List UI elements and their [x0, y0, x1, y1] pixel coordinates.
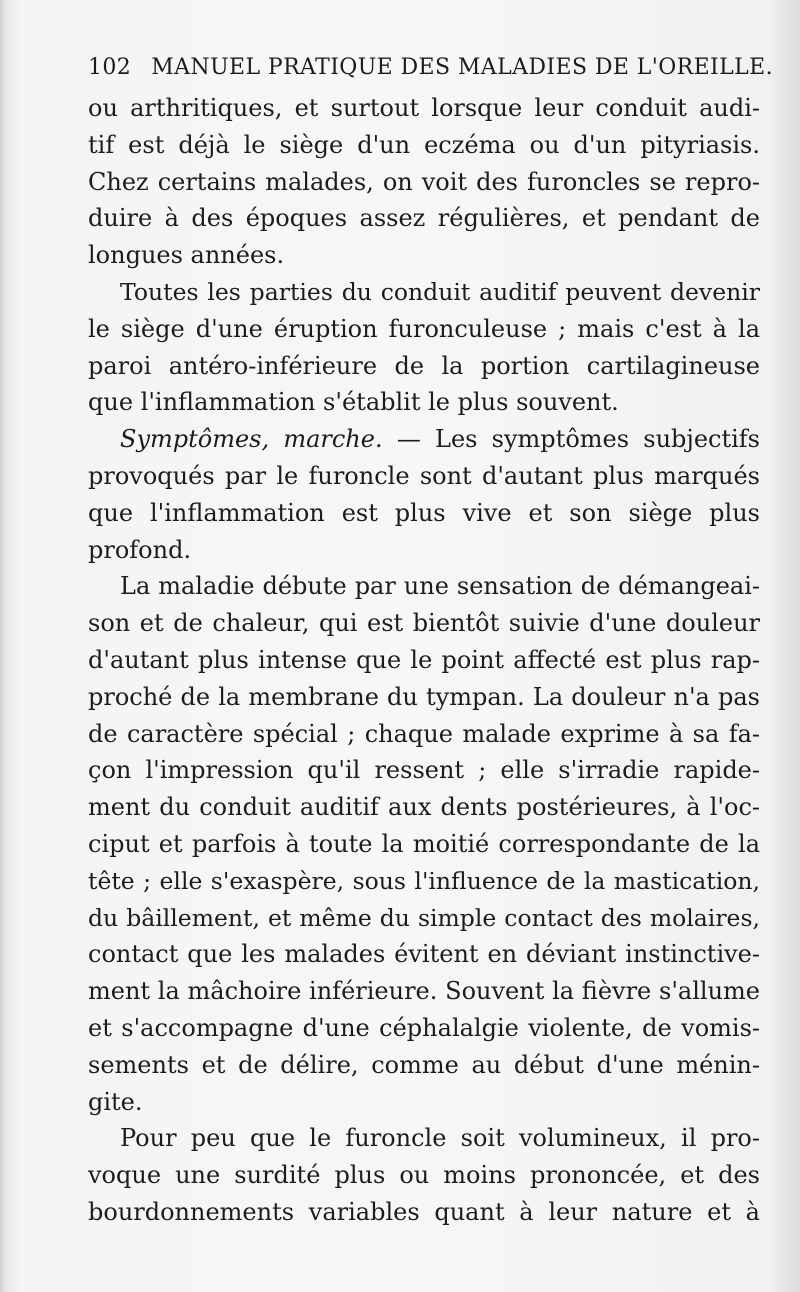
text-line: provoqués par le furoncle sont d'autant plus marqués: [88, 461, 760, 490]
text-line: et s'accompagne d'une céphalalgie violente, de vomis-: [88, 1013, 760, 1042]
text-line: contact que les malades évitent en déviant instinctive-: [88, 940, 760, 969]
text-line: profond.: [88, 535, 192, 564]
text-line: tête ; elle s'exaspère, sous l'influence de la mastication,: [88, 866, 760, 895]
text-line: ment la mâchoire inférieure. Souvent la fièvre s'allume: [88, 977, 760, 1006]
text-line: ment du conduit auditif aux dents postérieures, à l'oc-: [88, 793, 760, 822]
text-line: ciput et parfois à toute la moitié correspondante de la: [88, 829, 760, 858]
text-line: son et de chaleur, qui est bientôt suivie d'une douleur: [88, 609, 760, 638]
text-line: le siège d'une éruption furonculeuse ; mais c'est à la: [88, 314, 760, 343]
text-line: bourdonnements variables quant à leur nature et à: [88, 1197, 760, 1226]
text-line: Pour peu que le furoncle soit volumineux, il pro-: [120, 1124, 760, 1153]
text-line: longues années.: [88, 241, 285, 270]
running-title: MANUEL PRATIQUE DES MALADIES DE L'OREILLE.: [151, 55, 774, 80]
page-number: 102: [88, 55, 132, 80]
text-line: du bâillement, et même du simple contact des molaires,: [88, 903, 760, 932]
text-line: Toutes les parties du conduit auditif peuvent devenir: [120, 277, 760, 306]
text-line: proché de la membrane du tympan. La douleur n'a pas: [88, 682, 760, 711]
section-run-in-heading: Symptômes, marche.: [120, 425, 383, 454]
text-line: çon l'impression qu'il ressent ; elle s'irradie rapide-: [88, 756, 760, 785]
text-line: sements et de délire, comme au début d'une ménin-: [88, 1050, 760, 1079]
body-text: [88, 90, 760, 1231]
text-line-with-heading: [88, 421, 760, 458]
text-line: gite.: [88, 1087, 143, 1116]
text-line: de caractère spécial ; chaque malade exprime à sa fa-: [88, 719, 760, 748]
text-line: d'autant plus intense que le point affecté est plus rap-: [88, 645, 760, 674]
text-line: La maladie débute par une sensation de démangeai-: [120, 572, 760, 601]
text-line: que l'inflammation est plus vive et son siège plus: [88, 498, 760, 527]
text-line: tif est déjà le siège d'un eczéma ou d'un pityriasis.: [88, 130, 760, 159]
text-line: Chez certains malades, on voit des furoncles se repro-: [88, 167, 760, 196]
text-line: que l'inflammation s'établit le plus souvent.: [88, 388, 619, 417]
text-line: voque une surdité plus ou moins prononcée, et des: [88, 1161, 760, 1190]
text-line-remainder: — Les symptômes subjectifs: [382, 425, 760, 454]
text-line: paroi antéro-inférieure de la portion cartilagineuse: [88, 351, 760, 380]
text-line: ou arthritiques, et surtout lorsque leur conduit audi-: [88, 94, 760, 122]
text-line: duire à des époques assez régulières, et pendant de: [88, 204, 760, 233]
running-header: [88, 55, 774, 80]
